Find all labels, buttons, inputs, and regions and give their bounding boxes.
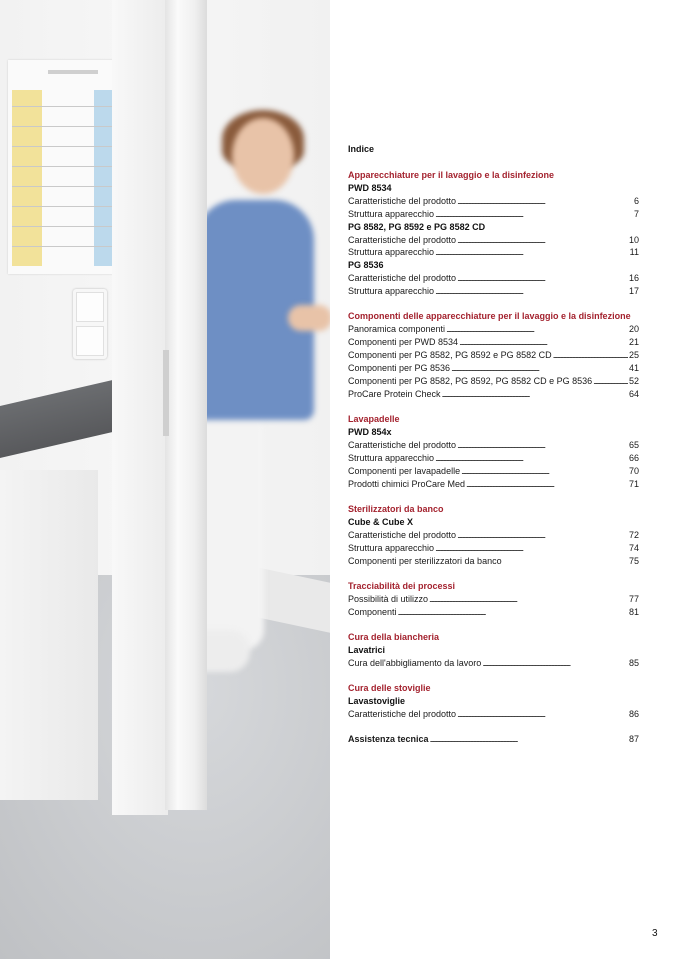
toc-entry-page: 87: [628, 734, 639, 745]
toc-entry-label: Caratteristiche del prodotto: [348, 529, 457, 540]
toc-entry[interactable]: [348, 388, 639, 400]
toc-entry-page: 6: [633, 195, 639, 206]
toc-entry-label: Caratteristiche del prodotto: [348, 195, 457, 206]
dot-leader: [442, 388, 628, 400]
dot-leader: [398, 606, 628, 618]
nurse-head: [232, 118, 294, 194]
toc-entry-label: Componenti per sterilizzatori da banco: [348, 555, 502, 566]
dot-leader: [457, 439, 628, 451]
door-frame: [165, 0, 207, 810]
toc-entry-label: Struttura apparecchio: [348, 452, 435, 463]
toc-entry-label: ProCare Protein Check: [348, 388, 441, 399]
toc-entry[interactable]: [348, 246, 639, 258]
toc-entry-page: 85: [628, 657, 639, 668]
toc-entry-label: Assistenza tecnica: [348, 734, 429, 745]
toc-entry-page: 66: [628, 452, 639, 463]
toc-entry-page: 11: [629, 247, 639, 258]
dot-leader: [457, 272, 628, 284]
dot-leader: [482, 657, 628, 669]
toc-entry-label: Cura dell'abbigliamento da lavoro: [348, 657, 482, 668]
toc-entry-label: Caratteristiche del prodotto: [348, 273, 457, 284]
toc-entry-label: Componenti: [348, 606, 397, 617]
subsection-heading: PWD 8534: [348, 182, 392, 193]
table-of-contents: [348, 0, 640, 959]
subsection-heading: Cube & Cube X: [348, 516, 414, 527]
toc-entry-page: 64: [628, 388, 639, 399]
toc-entry-page: 10: [628, 234, 639, 245]
toc-entry[interactable]: [348, 606, 639, 618]
toc-entry-label: Caratteristiche del prodotto: [348, 234, 457, 245]
dot-leader: [457, 234, 628, 246]
toc-entry-page: 75: [628, 555, 639, 566]
dot-leader: [435, 452, 628, 464]
dot-leader: [435, 542, 628, 554]
toc-entry[interactable]: [348, 336, 639, 348]
toc-entry-page: 65: [628, 439, 639, 450]
toc-entry-label: Struttura apparecchio: [348, 208, 435, 219]
section-heading: Sterilizzatori da banco: [348, 503, 444, 514]
toc-entry-page: 20: [628, 324, 639, 335]
toc-entry-page: 70: [628, 465, 639, 476]
toc-entry[interactable]: [348, 285, 639, 297]
counter-cabinet: [0, 470, 98, 800]
dot-leader: [435, 246, 629, 258]
dot-leader: [446, 323, 628, 335]
toc-entry-label: Componenti per lavapadelle: [348, 465, 461, 476]
toc-entry[interactable]: [348, 478, 639, 490]
dot-leader: [457, 529, 628, 541]
toc-entry-page: 17: [628, 286, 639, 297]
toc-entry-assistance[interactable]: [348, 733, 639, 745]
dot-leader: [461, 465, 628, 477]
toc-entry[interactable]: [348, 657, 639, 669]
toc-entry-page: 7: [633, 208, 639, 219]
dot-leader: [466, 478, 628, 490]
section-heading: Lavapadelle: [348, 414, 400, 425]
toc-entry[interactable]: [348, 708, 639, 720]
dot-leader: [435, 285, 628, 297]
toc-entry-page: 16: [628, 273, 639, 284]
hero-photo: [0, 0, 330, 959]
toc-entry[interactable]: [348, 542, 639, 554]
toc-entry-page: 81: [628, 606, 639, 617]
toc-entry-page: 21: [628, 337, 639, 348]
toc-entry[interactable]: [348, 439, 639, 451]
subsection-heading: PWD 854x: [348, 427, 392, 437]
toc-entry-label: Panoramica componenti: [348, 324, 446, 335]
section-heading: Cura della biancheria: [348, 631, 440, 642]
section-heading: Tracciabilità dei processi: [348, 580, 456, 591]
section-heading: Cura delle stoviglie: [348, 683, 431, 693]
page-number: 3: [652, 928, 658, 939]
toc-entry-label: Caratteristiche del prodotto: [348, 708, 457, 719]
toc-entry[interactable]: [348, 208, 639, 220]
toc-entry-label: Componenti per PG 8582, PG 8592, PG 8582 CD e PG 8536: [348, 375, 593, 386]
toc-entry-label: Componenti per PG 8536: [348, 363, 451, 373]
toc-entry[interactable]: [348, 362, 639, 374]
door-panel: [112, 0, 168, 815]
toc-entry[interactable]: [348, 234, 639, 246]
toc-entry[interactable]: [348, 375, 639, 387]
toc-entry[interactable]: [348, 272, 639, 284]
light-switch: [73, 289, 107, 359]
toc-entry-label: Struttura apparecchio: [348, 542, 435, 553]
toc-entry[interactable]: [348, 555, 639, 567]
dot-leader: [457, 195, 633, 207]
nurse-arm: [288, 305, 330, 331]
toc-entry[interactable]: [348, 323, 639, 335]
toc-entry-page: 71: [628, 478, 639, 489]
dot-leader: [451, 362, 628, 374]
toc-entry-page: 41: [628, 363, 639, 373]
toc-entry[interactable]: [348, 195, 639, 207]
index-title: Indice: [348, 144, 375, 154]
toc-entry[interactable]: [348, 529, 639, 541]
door-hinge: [163, 350, 169, 436]
subsection-heading: PG 8536: [348, 260, 384, 271]
toc-entry-page: 86: [628, 708, 639, 719]
toc-entry-label: Componenti per PWD 8534: [348, 337, 459, 348]
toc-entry-label: Componenti per PG 8582, PG 8592 e PG 8582 CD: [348, 350, 552, 361]
toc-entry-page: 52: [628, 375, 639, 386]
toc-entry-page: 74: [628, 542, 639, 553]
dot-leader: [435, 208, 633, 220]
toc-entry-page: 25: [628, 350, 639, 361]
toc-entry-label: Struttura apparecchio: [348, 286, 435, 297]
section-heading: Apparecchiature per il lavaggio e la disinfezione: [348, 170, 555, 180]
dot-leader: [459, 336, 628, 348]
toc-entry[interactable]: [348, 593, 639, 605]
dot-leader: [429, 593, 628, 605]
dot-leader: [457, 708, 628, 720]
toc-entry-page: 72: [628, 529, 639, 540]
toc-entry-label: Caratteristiche del prodotto: [348, 439, 457, 450]
dot-leader: [593, 375, 628, 387]
section-heading: Componenti delle apparecchiature per il lavaggio e la disinfezione: [348, 311, 631, 322]
toc-entry-label: Prodotti chimici ProCare Med: [348, 478, 466, 489]
toc-entry[interactable]: [348, 465, 639, 477]
dot-leader: [553, 349, 628, 361]
toc-entry[interactable]: [348, 452, 639, 464]
toc-entry-label: Possibilità di utilizzo: [348, 593, 429, 604]
dot-leader: [430, 733, 628, 745]
subsection-heading: Lavatrici: [348, 644, 386, 655]
toc-entry-page: 77: [628, 593, 639, 604]
toc-entry[interactable]: [348, 349, 639, 361]
toc-entry-label: Struttura apparecchio: [348, 247, 435, 258]
subsection-heading: Lavastoviglie: [348, 695, 406, 706]
subsection-heading: PG 8582, PG 8592 e PG 8582 CD: [348, 221, 486, 232]
